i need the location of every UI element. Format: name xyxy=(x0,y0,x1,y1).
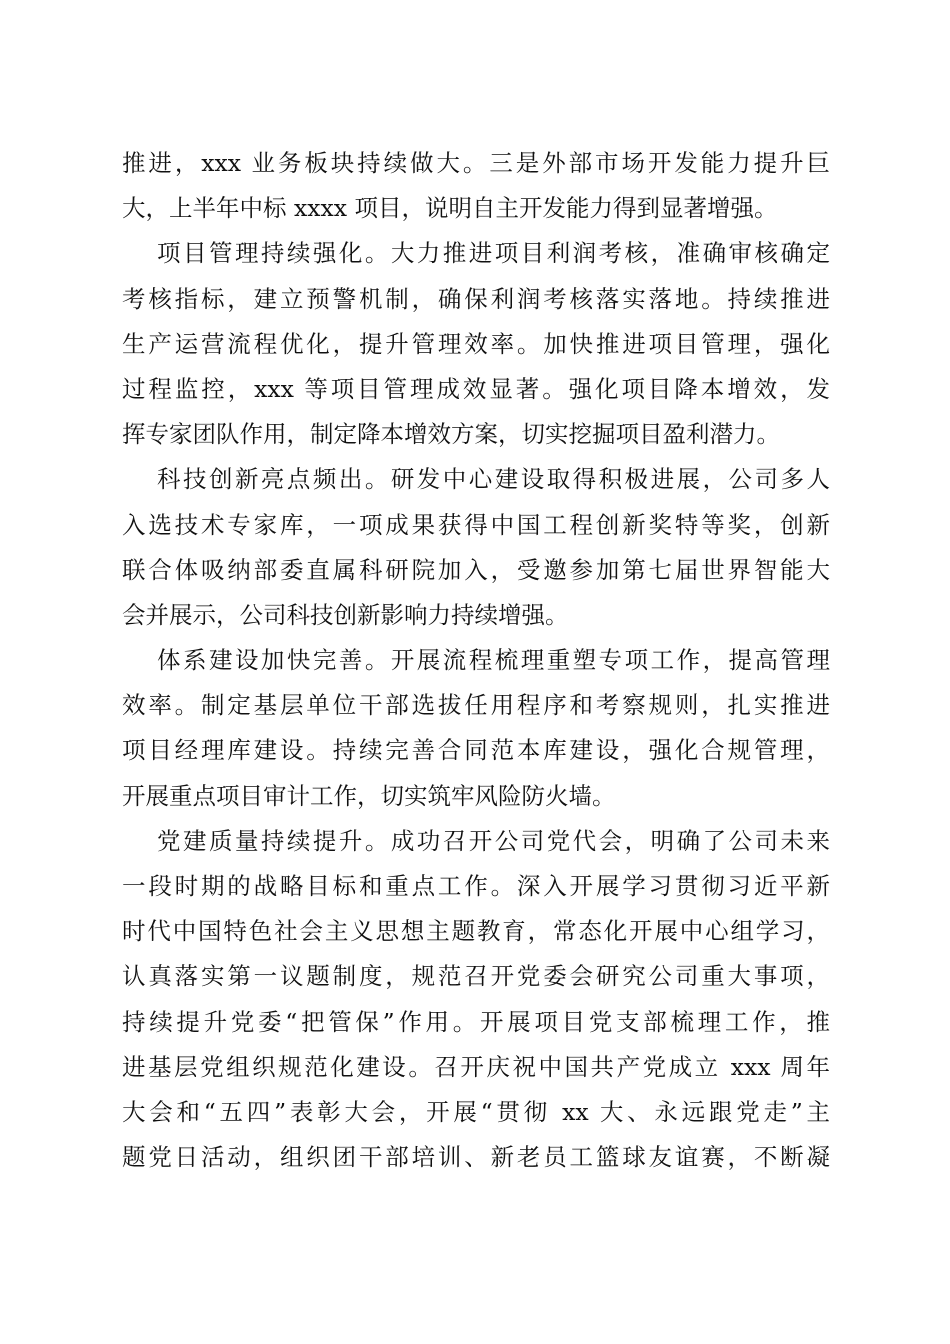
text-line: 生产运营流程优化，提升管理效率。加快推进项目管理，强化 xyxy=(122,329,830,358)
text-line: 挥专家团队作用，制定降本增效方案，切实挖掘项目盈利潜力。 xyxy=(122,420,780,449)
text-line: 考核指标，建立预警机制，确保利润考核落实落地。持续推进 xyxy=(122,284,830,313)
text-line: 一段时期的战略目标和重点工作。深入开展学习贯彻习近平新 xyxy=(122,872,830,900)
text-line: 进基层党组织规范化建设。召开庆祝中国共产党成立 xxx 周年 xyxy=(122,1052,830,1081)
paragraph-1 xyxy=(122,141,830,231)
text-line: 开展重点项目审计工作，切实筑牢风险防火墙。 xyxy=(122,781,616,810)
text-line: 认真落实第一议题制度，规范召开党委会研究公司重大事项， xyxy=(122,962,830,991)
text-line: 大会和“五四”表彰大会，开展“贯彻 xx 大、永远跟党走”主 xyxy=(122,1097,830,1126)
text-line: 推进，xxx 业务板块持续做大。三是外部市场开发能力提升巨 xyxy=(122,149,830,177)
text-line: 会并展示，公司科技创新影响力持续增强。 xyxy=(122,600,569,629)
text-line: 入选技术专家库，一项成果获得中国工程创新奖特等奖，创新 xyxy=(122,510,830,539)
paragraph-2 xyxy=(122,231,830,457)
paragraph-5 xyxy=(122,819,830,1181)
text-line: 科技创新亮点频出。研发中心建设取得积极进展，公司多人 xyxy=(157,465,830,494)
text-line: 项目管理持续强化。大力推进项目利润考核，准确审核确定 xyxy=(157,239,830,268)
text-line: 效率。制定基层单位干部选拔任用程序和考察规则，扎实推进 xyxy=(122,691,830,720)
text-line: 过程监控，xxx 等项目管理成效显著。强化项目降本增效，发 xyxy=(122,374,830,403)
paragraph-4 xyxy=(122,638,830,819)
text-line: 持续提升党委“把管保”作用。开展项目党支部梳理工作，推 xyxy=(122,1007,830,1036)
paragraph-3 xyxy=(122,457,830,638)
document-body xyxy=(122,141,830,1180)
text-line: 党建质量持续提升。成功召开公司党代会，明确了公司未来 xyxy=(157,826,830,855)
text-line: 题党日活动，组织团干部培训、新老员工篮球友谊赛，不断凝 xyxy=(122,1143,830,1172)
text-line: 联合体吸纳部委直属科研院加入，受邀参加第七届世界智能大 xyxy=(122,555,830,584)
text-line: 大，上半年中标 xxxx 项目，说明自主开发能力得到显著增强。 xyxy=(122,194,778,223)
text-line: 时代中国特色社会主义思想主题教育，常态化开展中心组学习， xyxy=(122,917,830,946)
text-line: 项目经理库建设。持续完善合同范本库建设，强化合规管理， xyxy=(122,736,830,765)
text-line: 体系建设加快完善。开展流程梳理重塑专项工作，提高管理 xyxy=(157,646,830,675)
